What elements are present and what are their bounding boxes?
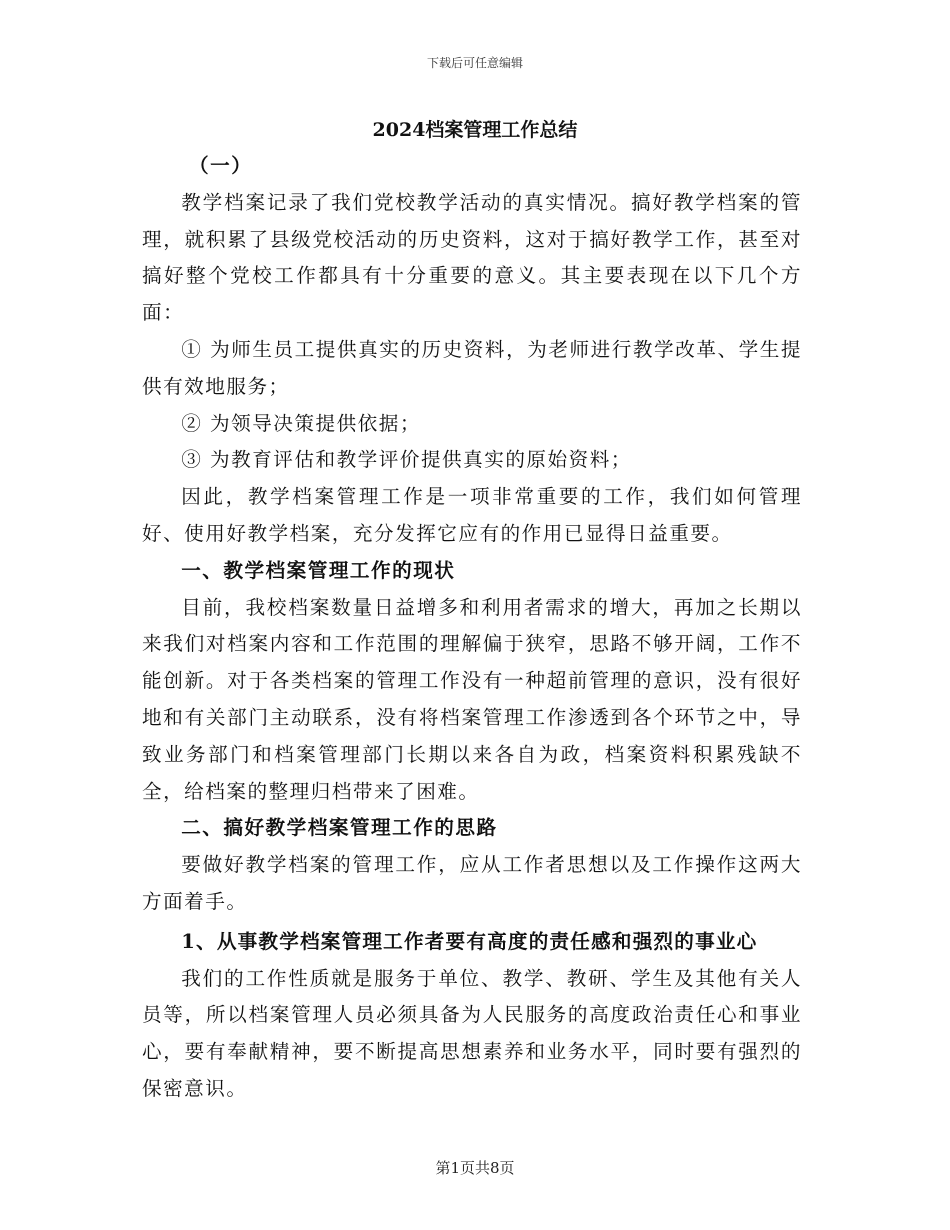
paragraph-responsibility: 我们的工作性质就是服务于单位、教学、教研、学生及其他有关人员等，所以档案管理人员必须具备为人民服务的高度政治责任心和事业心，要有奉献精神，要不断提高思想素养和业务水平，同时要有强烈的保密意识。 bbox=[142, 966, 802, 1100]
heading-current-status: 一、教学档案管理工作的现状 bbox=[181, 558, 456, 582]
paragraph-intro: 教学档案记录了我们党校教学活动的真实情况。搞好教学档案的管理，就积累了县级党校活动的历史资料，这对于搞好教学工作，甚至对搞好整个党校工作都具有十分重要的意义。其主要表现在以下几个方面： bbox=[142, 190, 802, 325]
section-label: （一） bbox=[189, 154, 253, 177]
paragraph-conclusion: 因此，教学档案管理工作是一项非常重要的工作，我们如何管理好、使用好教学档案，充分发挥它应有的作用已显得日益重要。 bbox=[142, 485, 802, 545]
document-title: 2024档案管理工作总结 bbox=[372, 119, 578, 141]
page-footer-number: 第1页共8页 bbox=[435, 1159, 515, 1177]
list-item-1: ① 为师生员工提供真实的历史资料，为老师进行教学改革、学生提供有效地服务； bbox=[142, 337, 802, 398]
list-item-3: ③ 为教育评估和教学评价提供真实的原始资料； bbox=[181, 448, 632, 472]
paragraph-current-status: 目前，我校档案数量日益增多和利用者需求的增大，再加之长期以来我们对档案内容和工作范围的理解偏于狭窄，思路不够开阔，工作不能创新。对于各类档案的管理工作没有一种超前管理的意识，没有很好地和有关部门主动联系，没有将档案管理工作渗透到各个环节之中，导致业务部门和档案管理部门长期以来各自为政，档案资料积累残缺不全，给档案的整理归档带来了困难。 bbox=[142, 595, 802, 803]
page-header-note: 下载后可任意编辑 bbox=[426, 56, 523, 70]
paragraph-approach: 要做好教学档案的管理工作，应从工作者思想以及工作操作这两大方面着手。 bbox=[142, 853, 802, 913]
document-body bbox=[142, 148, 802, 1108]
heading-approach: 二、搞好教学档案管理工作的思路 bbox=[181, 816, 498, 840]
list-item-2: ② 为领导决策提供依据； bbox=[181, 411, 421, 435]
subheading-responsibility: 1、从事教学档案管理工作者要有高度的责任感和强烈的事业心 bbox=[181, 929, 758, 953]
